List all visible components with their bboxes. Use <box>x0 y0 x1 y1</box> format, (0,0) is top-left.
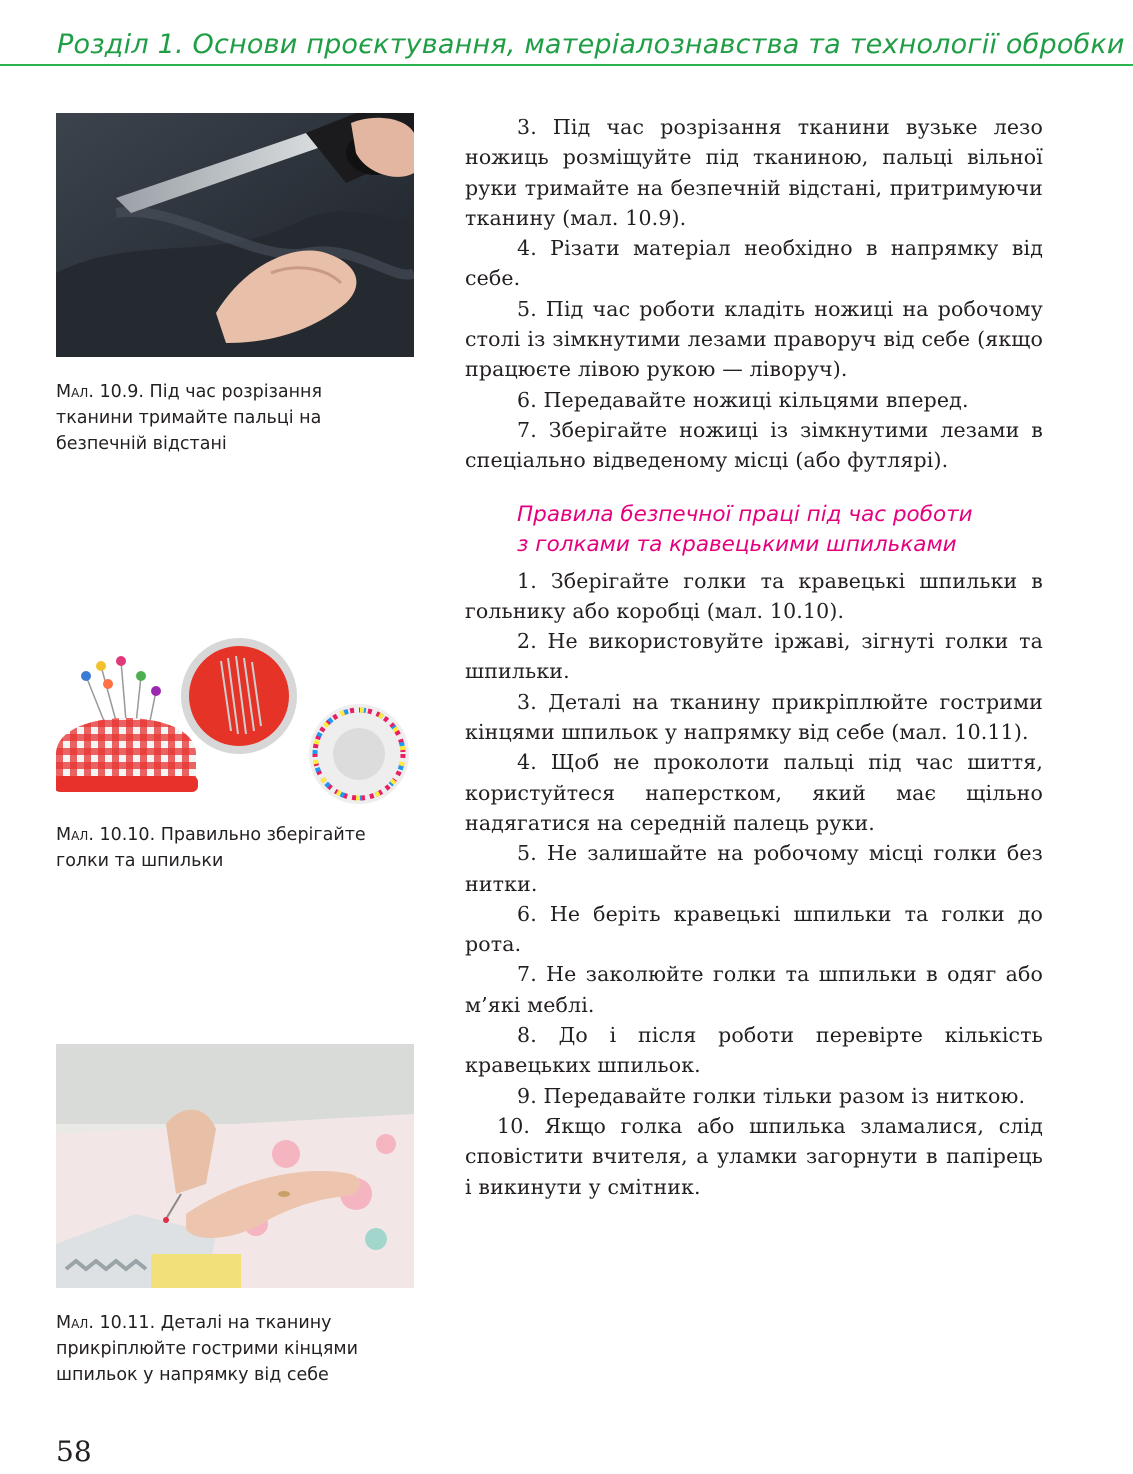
photo-pinning-fabric <box>56 1044 414 1288</box>
photo-cutting-fabric <box>56 113 414 357</box>
pincushion-illustration <box>56 636 414 806</box>
main-text <box>465 112 1043 1202</box>
caption-text: 10.9. Під час розрізання тканини тримайте пальці на безпечній відстані <box>56 382 323 454</box>
rule-paragraph: 3. Деталі на тканину прикріплюйте гострими кінцями шпильок у напрямку від себе (мал. 10.11). <box>465 689 1043 745</box>
rule-paragraph: 4. Різати матеріал необхідно в напрямку від себе. <box>465 236 1043 291</box>
figure-caption <box>56 822 396 874</box>
rule-paragraph: 4. Щоб не проколоти пальці під час шиття, користуйтеся наперстком, який має щільно надягатися на середній палець руки. <box>465 750 1043 835</box>
chapter-title: Розділ 1. Основи проєктування, матеріалознавства та технології обробки <box>55 26 1131 64</box>
rule-paragraph: 5. Не залишайте на робочому місці голки без нитки. <box>465 841 1043 896</box>
scissors-photo-illustration <box>56 113 414 357</box>
rule-paragraph: 6. Не беріть кравецькі шпильки та голки до рота. <box>465 901 1043 957</box>
pinning-illustration <box>56 1044 414 1288</box>
section-heading <box>517 500 1043 560</box>
figure-caption <box>56 1310 396 1388</box>
caption-text: 10.11. Деталі на тканину прикріплюйте гострими кінцями шпильок у напрямку від себе <box>56 1313 358 1385</box>
page-header <box>0 22 1133 72</box>
rule-paragraph: 1. Зберігайте голки та кравецькі шпильки в гольнику або коробці (мал. 10.10). <box>465 568 1043 623</box>
caption-label: Мал. <box>56 825 94 845</box>
rule-paragraph: 10. Якщо голка або шпилька зламалися, слід сповістити вчителя, а уламки загорнути в папірець і викинути у смітник. <box>465 1113 1043 1199</box>
section-heading-line: з голками та кравецькими шпильками <box>517 531 957 557</box>
rule-paragraph: 8. До і після роботи перевірте кількість кравецьких шпильок. <box>465 1023 1043 1078</box>
header-rule <box>0 64 1133 66</box>
figure-10-11 <box>56 1044 414 1388</box>
section-heading-line: Правила безпечної праці під час роботи <box>517 501 973 527</box>
rule-paragraph: 2. Не використовуйте іржаві, зігнуті голки та шпильки. <box>465 629 1043 684</box>
figure-10-10 <box>56 636 414 874</box>
rule-paragraph: 6. Передавайте ножиці кільцями вперед. <box>517 387 969 412</box>
rule-paragraph: 9. Передавайте голки тільки разом із ниткою. <box>517 1083 1026 1108</box>
rule-paragraph: 7. Зберігайте ножиці із зімкнутими лезами в спеціально відведеному місці (або футлярі). <box>465 417 1043 473</box>
caption-label: Мал. <box>56 382 94 402</box>
figure-10-9 <box>56 113 414 457</box>
rule-paragraph: 7. Не заколюйте голки та шпильки в одяг або м’які меблі. <box>465 962 1043 1017</box>
caption-label: Мал. <box>56 1313 94 1333</box>
page-number: 58 <box>56 1435 92 1468</box>
caption-text: 10.10. Правильно зберігайте голки та шпильки <box>56 825 366 871</box>
rule-paragraph: 3. Під час розрізання тканини вузьке лезо ножиць розміщуйте під тканиною, пальці вільної руки тримайте на безпечній відстані, притримуючи тканину (мал. 10.9). <box>465 115 1043 230</box>
rule-paragraph: 5. Під час роботи кладіть ножиці на робочому столі із зімкнутими лезами праворуч від себе (якщо працюєте лівою рукою — ліворуч). <box>465 296 1043 382</box>
figure-caption <box>56 379 396 457</box>
photo-pincushion <box>56 636 414 806</box>
